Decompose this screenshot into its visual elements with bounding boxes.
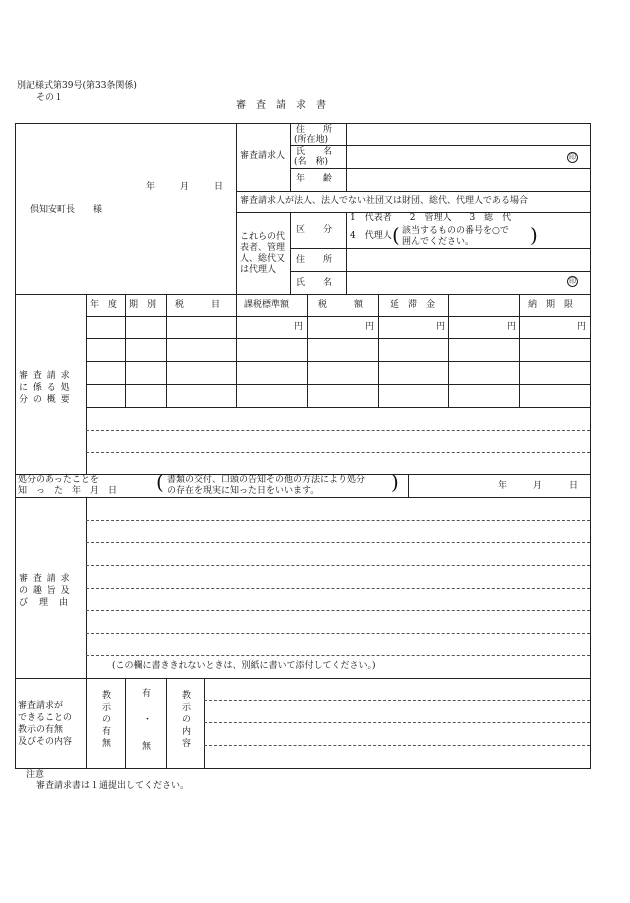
notes-heading: 注意 bbox=[26, 770, 45, 780]
date-day: 日 bbox=[214, 182, 224, 192]
bracket-close-icon: ) bbox=[391, 470, 399, 494]
col-late-fee: 延 滞 金 bbox=[390, 300, 436, 310]
address-label: 住 所 bbox=[296, 125, 333, 135]
reasons-label: 審 査 請 求 の 趣 旨 及 び 理 由 bbox=[19, 574, 71, 608]
col-tax-item: 税 目 bbox=[175, 300, 221, 310]
category-instruction: 該当するものの番号を○で 囲んでください。 bbox=[402, 226, 509, 247]
representative-note: 審査請求人が法人、法人でない社団又は財団、総代、代理人である場合 bbox=[240, 196, 529, 206]
notes-text: 審査請求書は１通提出してください。 bbox=[36, 781, 190, 791]
bracket-open-icon: ( bbox=[156, 470, 164, 494]
known-date-note-2: の存在を現実に知った日をいいます。 bbox=[167, 486, 320, 496]
instruction-label: 審査請求が できることの 教示の有無 及びその内容 bbox=[18, 701, 73, 747]
form-part: その１ bbox=[36, 93, 64, 103]
representative-label: これらの代 表者、管理 人、総代又 は代理人 bbox=[240, 232, 286, 275]
table-border-top bbox=[15, 123, 591, 124]
name-label: 氏 名 bbox=[296, 147, 333, 157]
requester-label: 審査請求人 bbox=[240, 151, 286, 161]
table-border-left bbox=[15, 123, 16, 769]
known-date-label-2: 知 っ た 年 月 日 bbox=[18, 486, 118, 496]
known-year: 年 bbox=[498, 481, 508, 491]
category-label: 区 分 bbox=[296, 225, 333, 235]
col-period: 期 別 bbox=[129, 300, 157, 310]
instruction-separator: ・ bbox=[143, 715, 153, 725]
form-number: 別記様式第39号(第33条関係) bbox=[17, 81, 137, 91]
name-label-sub: (名 称) bbox=[294, 157, 329, 167]
yen-unit: 円 bbox=[577, 322, 587, 332]
date-month: 月 bbox=[180, 182, 190, 192]
seal-icon: 印 bbox=[569, 277, 576, 285]
address-label-sub: (所在地) bbox=[294, 135, 329, 145]
col-fiscal-year: 年 度 bbox=[90, 300, 118, 310]
col-taxable-base: 課税標準額 bbox=[244, 300, 290, 310]
seal-icon: 印 bbox=[569, 153, 576, 161]
bracket-open-icon: ( bbox=[392, 223, 400, 247]
rep-address-label: 住 所 bbox=[296, 255, 333, 265]
known-month: 月 bbox=[533, 481, 543, 491]
disposition-label: 審 査 請 求 に 係 る 処 分 の 概 要 bbox=[19, 371, 71, 405]
instruction-no: 無 bbox=[142, 742, 152, 752]
addressee: 倶知安町長 様 bbox=[30, 205, 103, 215]
table-border-right bbox=[590, 123, 591, 769]
age-label: 年 齢 bbox=[296, 174, 333, 184]
category-options: 1 代表者 2 管理人 3 総 代 bbox=[350, 213, 512, 223]
known-date-label: 処分のあったことを bbox=[18, 475, 99, 485]
yen-unit: 円 bbox=[436, 322, 446, 332]
yen-unit: 円 bbox=[365, 322, 375, 332]
instruction-yes: 有 bbox=[142, 689, 152, 699]
reasons-footer-note: (この欄に書ききれないときは、別紙に書いて添付してください。) bbox=[112, 661, 376, 671]
known-date-note: 書類の交付、口頭の告知その他の方法により処分 bbox=[167, 475, 366, 485]
page-title: 審 査 請 求 書 bbox=[236, 100, 326, 111]
table-border-bottom bbox=[15, 768, 591, 769]
yen-unit: 円 bbox=[507, 322, 517, 332]
instruction-content-label: 教示の内容 bbox=[180, 690, 190, 750]
bracket-close-icon: ) bbox=[530, 223, 538, 247]
known-day: 日 bbox=[569, 481, 579, 491]
col-tax-amount: 税 額 bbox=[318, 300, 364, 310]
category-option-agent: 4 代理人 bbox=[350, 231, 392, 241]
yen-unit: 円 bbox=[294, 322, 304, 332]
rep-name-label: 氏 名 bbox=[296, 278, 333, 288]
col-due-date: 納 期 限 bbox=[528, 300, 574, 310]
instruction-given-label: 教示の有無 bbox=[100, 690, 110, 750]
date-year: 年 bbox=[146, 182, 156, 192]
